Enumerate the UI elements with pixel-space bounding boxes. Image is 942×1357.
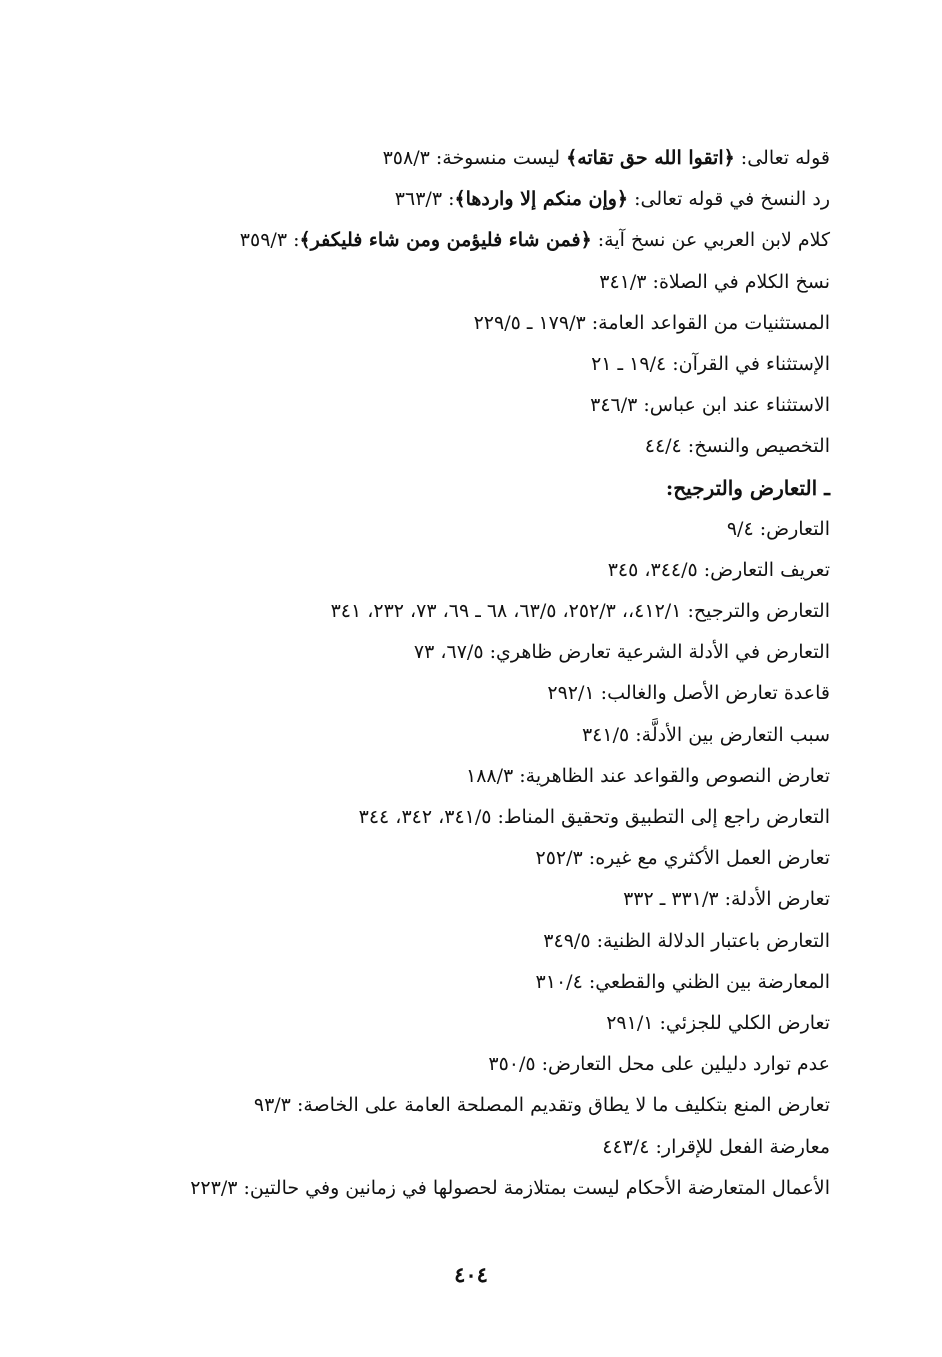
index-entry: التخصيص والنسخ: ٤٤/٤ — [644, 435, 830, 458]
index-entry: تعارض المنع بتكليف ما لا يطاق وتقديم المصلحة العامة على الخاصة: ٩٣/٣ — [253, 1094, 830, 1117]
index-entry: نسخ الكلام في الصلاة: ٣٤١/٣ — [599, 270, 830, 293]
index-entry: التعارض: ٩/٤ — [726, 517, 830, 540]
index-entry: تعارض الكلي للجزئي: ٢٩١/١ — [606, 1011, 830, 1034]
index-entry: تعريف التعارض: ٣٤٤/٥، ٣٤٥ — [607, 558, 830, 581]
page-number: ٤٠٤ — [454, 1262, 488, 1287]
index-entry: التعارض باعتبار الدلالة الظنية: ٣٤٩/٥ — [543, 929, 830, 952]
index-entry: الاستثناء عند ابن عباس: ٣٤٦/٣ — [590, 394, 830, 417]
index-entry: الأعمال المتعارضة الأحكام ليست بمتلازمة لحصولها في زمانين وفي حالتين: ٢٢٣/٣ — [190, 1176, 830, 1199]
index-entry: رد النسخ في قوله تعالى: ﴿وإن منكم إلا واردها﴾: ٣٦٣/٣ — [394, 188, 830, 211]
section-heading: ـ التعارض والترجيح: — [665, 475, 830, 500]
index-list — [130, 138, 830, 1209]
index-entry: كلام لابن العربي عن نسخ آية: ﴿فمن شاء فليؤمن ومن شاء فليكفر﴾: ٣٥٩/٣ — [239, 229, 830, 252]
index-entry: التعارض والترجيح: ٤١٢/١،، ٢٥٢/٣، ٦٣/٥، ٦٨ ـ ٦٩، ٧٣، ٢٣٢، ٣٤١ — [330, 600, 830, 623]
index-entry: تعارض العمل الأكثري مع غيره: ٢٥٢/٣ — [535, 847, 830, 870]
index-entry: سبب التعارض بين الأدلَّة: ٣٤١/٥ — [581, 723, 830, 746]
index-entry: الإستثناء في القرآن: ١٩/٤ ـ ٢١ — [591, 352, 830, 375]
index-entry: تعارض النصوص والقواعد عند الظاهرية: ١٨٨/٣ — [465, 764, 830, 787]
index-entry: قاعدة تعارض الأصل والغالب: ٢٩٢/١ — [547, 682, 830, 705]
index-entry: المستثنيات من القواعد العامة: ١٧٩/٣ ـ ٢٢٩/٥ — [473, 311, 830, 334]
index-entry: التعارض راجع إلى التطبيق وتحقيق المناط: ٣٤١/٥، ٣٤٢، ٣٤٤ — [358, 806, 830, 828]
index-entry: التعارض في الأدلة الشرعية تعارض ظاهري: ٦٧/٥، ٧٣ — [413, 641, 830, 664]
index-entry: المعارضة بين الظني والقطعي: ٣١٠/٤ — [535, 970, 830, 993]
index-entry: قوله تعالى: ﴿اتقوا الله حق تقاته﴾ ليست منسوخة: ٣٥٨/٣ — [382, 147, 830, 169]
index-entry: عدم توارد دليلين على محل التعارض: ٣٥٠/٥ — [488, 1053, 830, 1076]
index-entry: تعارض الأدلة: ٣٣١/٣ ـ ٣٣٢ — [623, 888, 830, 911]
index-entry: معارضة الفعل للإقرار: ٤٤٣/٤ — [602, 1135, 830, 1158]
